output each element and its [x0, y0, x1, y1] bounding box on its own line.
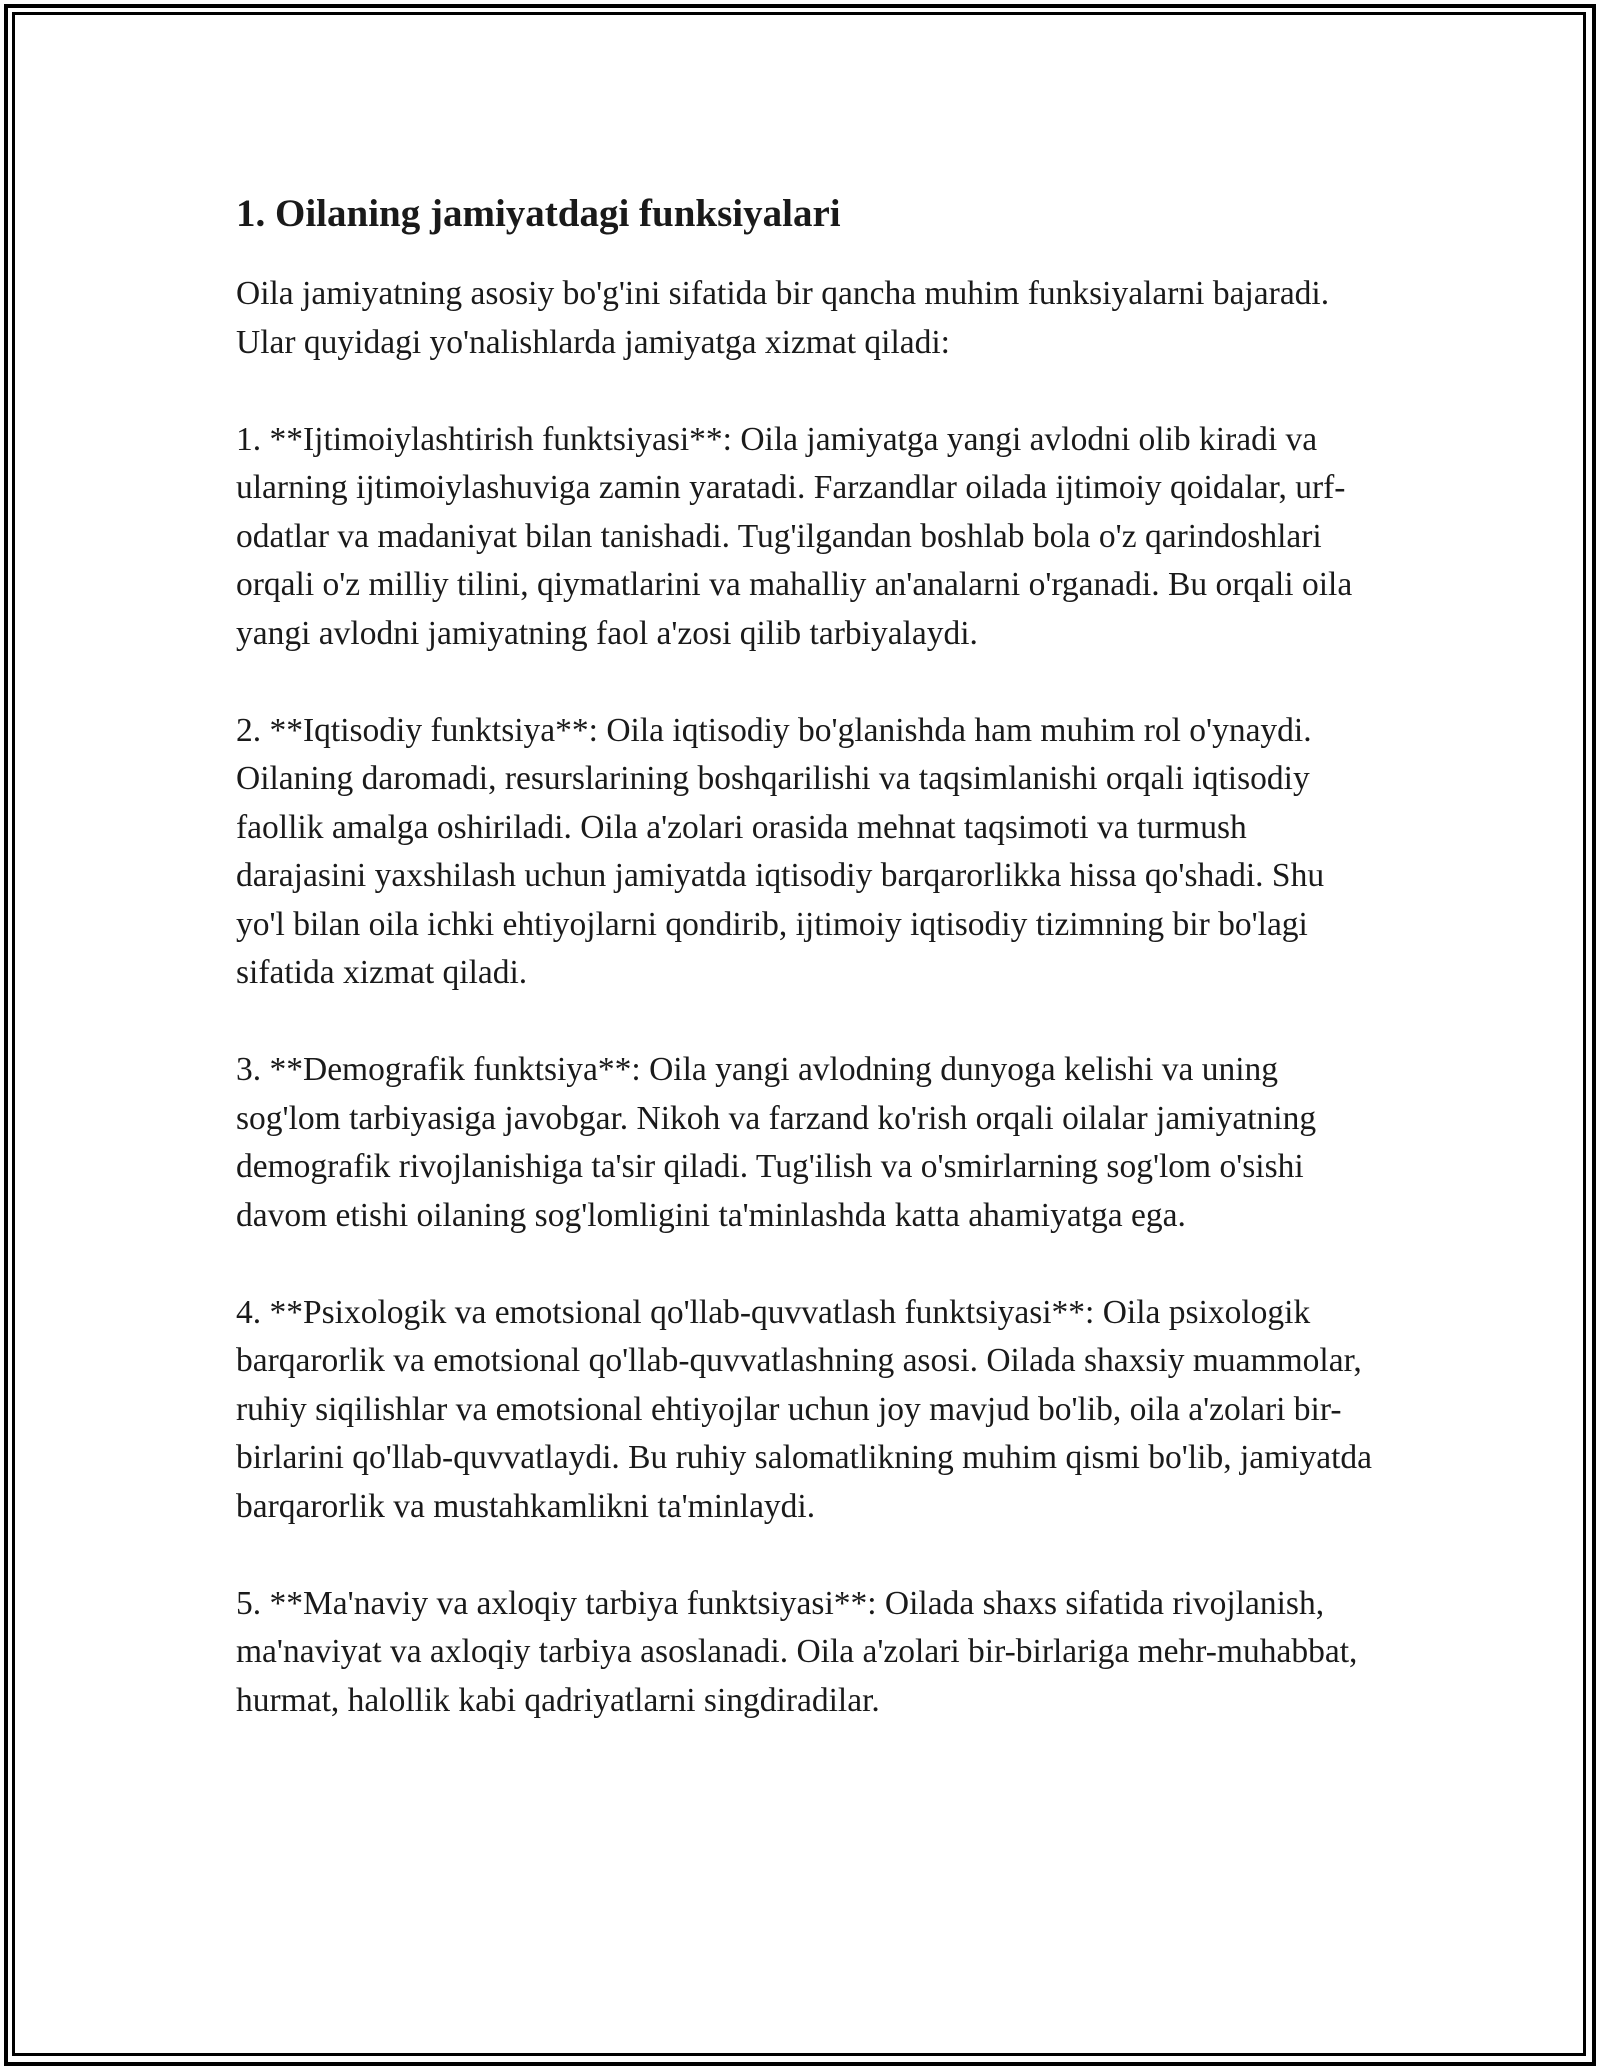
paragraph-socialization: 1. **Ijtimoiylashtirish funktsiyasi**: Oila jamiyatga yangi avlodni olib kiradi va ularning ijtimoiylashuviga zamin yaratadi. Farzandlar oilada ijtimoiy qoidalar, urf-odatlar va madaniyat bilan tanishadi. Tug'ilgandan boshlab bola o'z qarindoshlari orqali o'z milliy tilini, qiymatlarini va mahalliy an'analarni o'rganadi. Bu orqali oila yangi avlodni jamiyatning faol a'zosi qilib tarbiyalaydi. — [236, 420, 1353, 652]
paragraph-demographic: 3. **Demografik funktsiya**: Oila yangi avlodning dunyoga kelishi va uning sog'lom tarbiyasiga javobgar. Nikoh va farzand ko'rish orqali oilalar jamiyatning demografik rivojlanishiga ta'sir qiladi. Tug'ilish va o'smirlarning sog'lom o'sishi davom etishi oilaning sog'lomligini ta'minlashda katta ahamiyatga ega. — [236, 1051, 1317, 1234]
paragraph-psychological: 4. **Psixologik va emotsional qo'llab-quvvatlash funktsiyasi**: Oila psixologik barqarorlik va emotsional qo'llab-quvvatlashning asosi. Oilada shaxsiy muammolar, ruhiy siqilishlar va emotsional ehtiyojlar uchun joy mavjud bo'lib, oila a'zolari bir-birlarini qo'llab-quvvatlaydi. Bu ruhiy salomatlikning muhim qismi bo'lib, jamiyatda barqarorlik va mustahkamlikni ta'minlaydi. — [236, 1293, 1373, 1525]
page-title: 1. Oilaning jamiyatdagi funksiyalari — [236, 192, 841, 235]
paragraph-economic: 2. **Iqtisodiy funktsiya**: Oila iqtisodiy bo'glanishda ham muhim rol o'ynaydi. Oilaning daromadi, resurslarining boshqarilishi va taqsimlanishi orqali iqtisodiy faollik amalga oshiriladi. Oila a'zolari orasida mehnat taqsimoti va turmush darajasini yaxshilash uchun jamiyatda iqtisodiy barqarorlikka hissa qo'shadi. Shu yo'l bilan oila ichki ehtiyojlarni qondirib, ijtimoiy iqtisodiy tizimning bir bo'lagi sifatida xizmat qiladi. — [236, 711, 1325, 991]
document-body — [236, 188, 1376, 1774]
intro-paragraph: Oila jamiyatning asosiy bo'g'ini sifatida bir qancha muhim funksiyalarni bajaradi. Ular quyidagi yo'nalishlarda jamiyatga xizmat qiladi: — [236, 275, 1330, 361]
paragraph-moral: 5. **Ma'naviy va axloqiy tarbiya funktsiyasi**: Oilada shaxs sifatida rivojlanish, ma'naviyat va axloqiy tarbiya asoslanadi. Oila a'zolari bir-birlariga mehr-muhabbat, hurmat, halollik kabi qadriyatlarni singdiradilar. — [236, 1584, 1358, 1719]
